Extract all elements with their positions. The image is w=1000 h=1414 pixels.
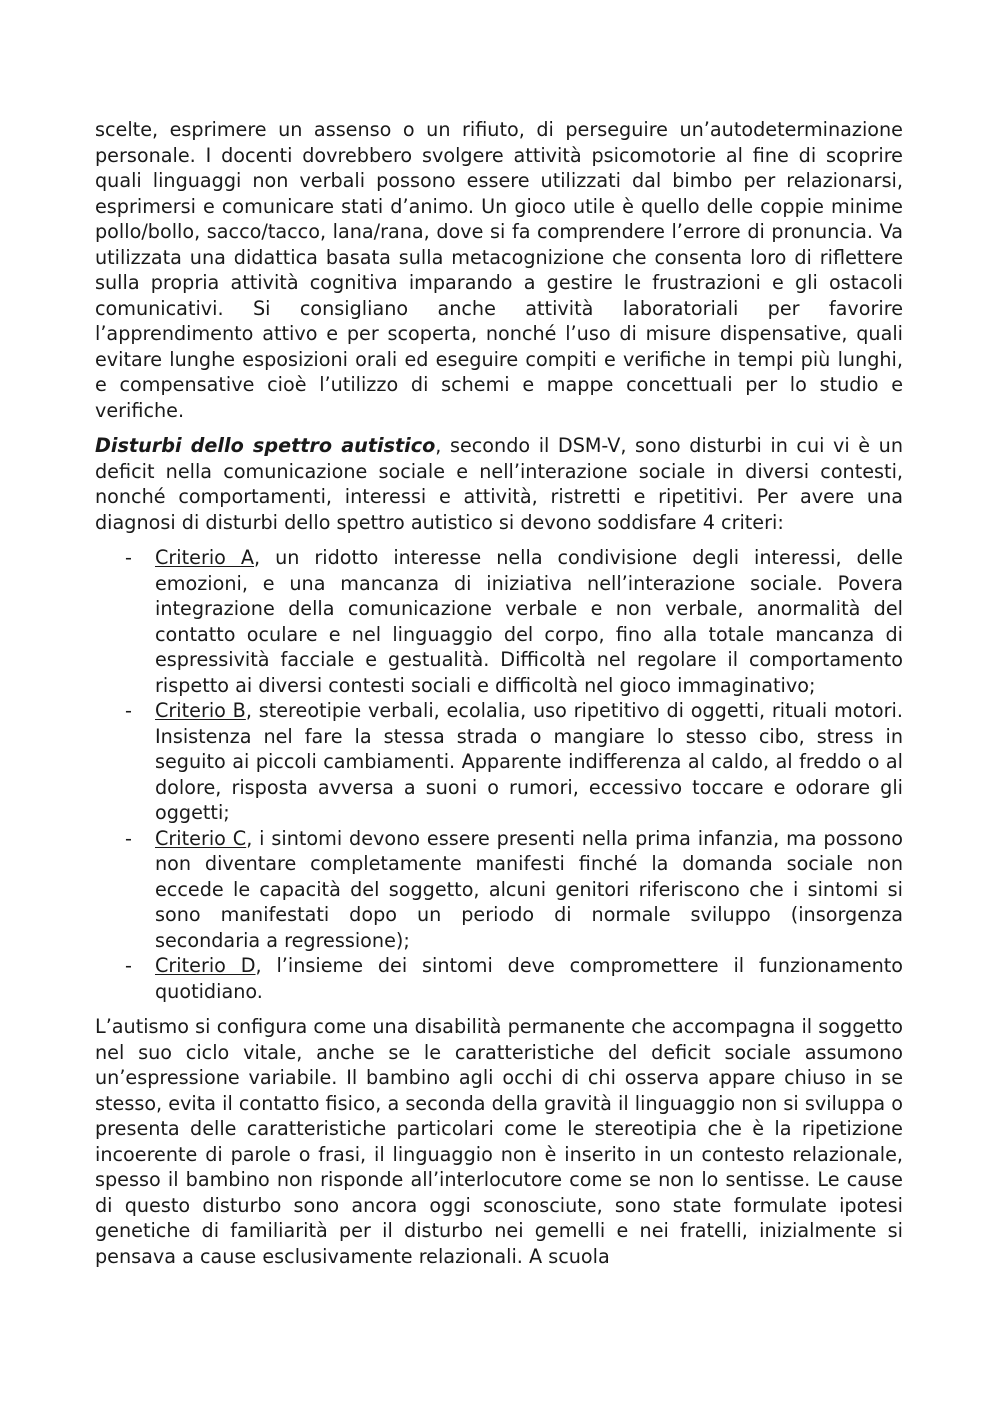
list-item-criterio-c	[95, 826, 903, 954]
definition-text: , secondo il DSM-V, sono disturbi in cui vi è un deficit nella comunicazione sociale e nell’interazione sociale in diversi contesti, nonché comportamenti, interessi e attività, ristretti e ripetitivi. Per avere una diagnosi di disturbi dello spettro autistico si devono soddisfare 4 criteri:	[95, 434, 903, 534]
criterio-text: , l’insieme dei sintomi deve compromettere il funzionamento quotidiano.	[155, 954, 904, 1003]
list-bullet: -	[125, 699, 132, 722]
criterio-text: , i sintomi devono essere presenti nella prima infanzia, ma possono non diventare completamente manifesti finché la domanda sociale non eccede le capacità del soggetto, alcuni genitori riferiscono che i sintomi si sono manifestati dopo un periodo di normale sviluppo (insorgenza secondaria a regressione);	[155, 826, 903, 952]
criterio-label: Criterio A	[155, 546, 255, 569]
criterio-label: Criterio B	[155, 699, 246, 722]
document-page	[95, 117, 903, 1279]
paragraph-autism-definition	[95, 433, 903, 535]
term-autism-spectrum: Disturbi dello spettro autistico	[95, 434, 436, 457]
paragraph-intro: scelte, esprimere un assenso o un rifiuto, di perseguire un’autodeterminazione personale. I docenti dovrebbero svolgere attività psicomotorie al fine di scoprire quali linguaggi non verbali possono essere utilizzati dal bimbo per relazionarsi, esprimersi e comunicare stati d’animo. Un gioco utile è quello delle coppie minime pollo/bollo, sacco/tacco, lana/rana, dove si fa comprendere l’errore di pronuncia. Va utilizzata una didattica basata sulla metacognizione che consenta loro di riflettere sulla propria attività cognitiva imparando a gestire le frustrazioni e gli ostacoli comunicativi. Si consigliano anche attività laboratoriali per favorire l’apprendimento attivo e per scoperta, nonché l’uso di misure dispensative, quali evitare lunghe esposizioni orali ed eseguire compiti e verifiche in tempi più lunghi, e compensative cioè l’utilizzo di schemi e mappe concettuali per lo studio e verifiche.	[95, 118, 903, 422]
criterio-label: Criterio D	[155, 954, 256, 977]
list-bullet: -	[125, 546, 132, 569]
list-item-criterio-a	[95, 545, 903, 698]
criterio-label: Criterio C	[155, 826, 247, 850]
list-item-criterio-d	[95, 953, 903, 1004]
criteria-list	[95, 545, 903, 1004]
criterio-text: , stereotipie verbali, ecolalia, uso ripetitivo di oggetti, rituali motori. Insistenza nel fare la stessa strada o mangiare lo stesso cibo, stress in seguito ai piccoli cambiamenti. Apparente indifferenza al caldo, al freddo o al dolore, risposta avversa a suoni o rumori, eccessivo toccare e odorare gli oggetti;	[155, 699, 903, 824]
criterio-text: , un ridotto interesse nella condivisione degli interessi, delle emozioni, e una mancanza di iniziativa nell’interazione sociale. Povera integrazione della comunicazione verbale e non verbale, anormalità del contatto oculare e nel linguaggio del corpo, fino alla totale mancanza di espressività facciale e gestualità. Difficoltà nel regolare il comportamento rispetto ai diversi contesti sociali e difficoltà nel gioco immaginativo;	[155, 546, 903, 697]
list-bullet: -	[125, 826, 132, 850]
paragraph-autism-description: L’autismo si configura come una disabilità permanente che accompagna il soggetto nel suo ciclo vitale, anche se le caratteristiche del deficit sociale assumono un’espressione variabile. Il bambino agli occhi di chi osserva appare chiuso in se stesso, evita il contatto fisico, a seconda della gravità il linguaggio non si sviluppa o presenta delle caratteristiche particolari come le stereotipia che è la ripetizione incoerente di parole o frasi, il linguaggio non è inserito in un contesto relazionale, spesso il bambino non risponde all’interlocutore come se non lo sentisse. Le cause di questo disturbo sono ancora oggi sconosciute, sono state formulate ipotesi genetiche di familiarità per il disturbo nei gemelli e nei fratelli, inizialmente si pensava a cause esclusivamente relazionali. A scuola	[95, 1015, 903, 1268]
list-item-criterio-b	[95, 698, 903, 826]
list-bullet: -	[125, 954, 132, 977]
